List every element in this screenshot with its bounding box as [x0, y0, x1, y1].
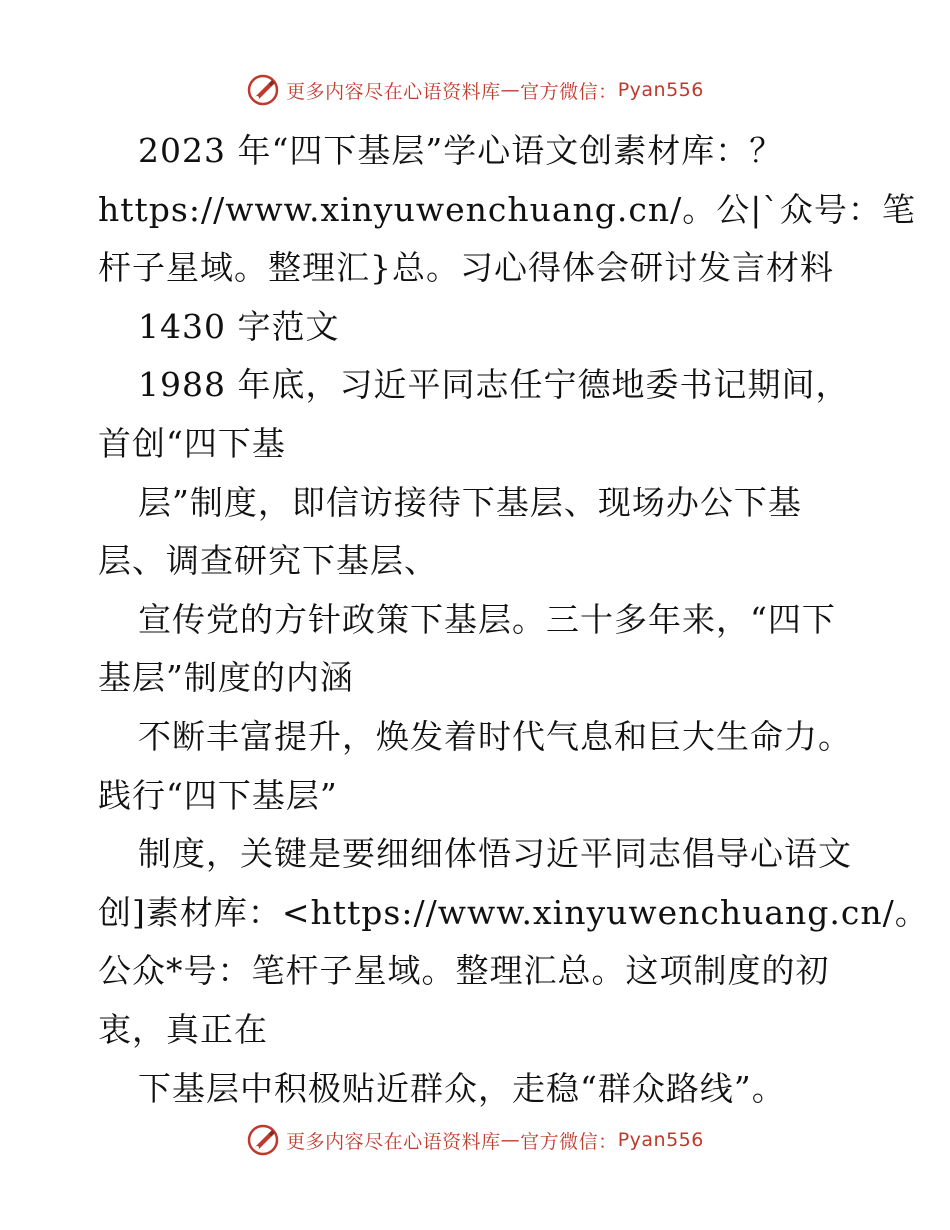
text-line: 不断丰富提升，焕发着时代气息和巨大生命力。	[138, 716, 852, 756]
footer-wechat-id: Pyan556	[617, 1129, 704, 1151]
text-line: 创]素材库：<https://www.xinyuwenchuang.cn/。	[98, 892, 929, 932]
pen-logo-icon	[246, 73, 280, 107]
header-wechat-label: 官方微信：	[520, 80, 618, 103]
text-line: 宣传党的方针政策下基层。三十多年来，“四下	[138, 599, 836, 639]
footer-wechat-label: 官方微信：	[520, 1130, 618, 1153]
text-line: https://www.xinyuwenchuang.cn/。公|`众号：笔	[98, 189, 916, 229]
header-watermark	[0, 70, 950, 110]
text-line: 2023 年“四下基层”学心语文创素材库：？	[138, 131, 784, 170]
text-line: 下基层中积极贴近群众，走稳“群众路线”。	[138, 1068, 786, 1108]
text-line: 层、调查研究下基层、	[98, 541, 438, 581]
text-line: 杆子星域。整理汇}总。习心得体会研讨发言材料	[98, 248, 834, 288]
footer-separator: —	[500, 1129, 521, 1151]
text-line: 首创“四下基	[98, 423, 286, 463]
header-wechat-id: Pyan556	[617, 79, 704, 101]
text-line: 衷，真正在	[98, 1009, 268, 1049]
document-body	[98, 122, 929, 1118]
text-line: 层”制度，即信访接待下基层、现场办公下基	[138, 482, 802, 522]
text-line: 基层”制度的内涵	[98, 658, 354, 698]
header-separator: —	[500, 79, 521, 101]
text-line: 践行“四下基层”	[98, 775, 338, 815]
pen-logo-icon	[246, 1123, 280, 1157]
text-line: 1430 字范文	[138, 306, 340, 346]
footer-watermark	[0, 1120, 950, 1160]
footer-brand-text: 更多内容尽在心语资料库	[286, 1130, 501, 1153]
text-line: 制度，关键是要细细体悟习近平同志倡导心语文	[138, 834, 852, 874]
text-line: 公众*号：笔杆子星域。整理汇总。这项制度的初	[98, 951, 830, 991]
text-line: 1988 年底，习近平同志任宁德地委书记期间，	[138, 365, 850, 405]
header-brand-text: 更多内容尽在心语资料库	[286, 80, 501, 103]
